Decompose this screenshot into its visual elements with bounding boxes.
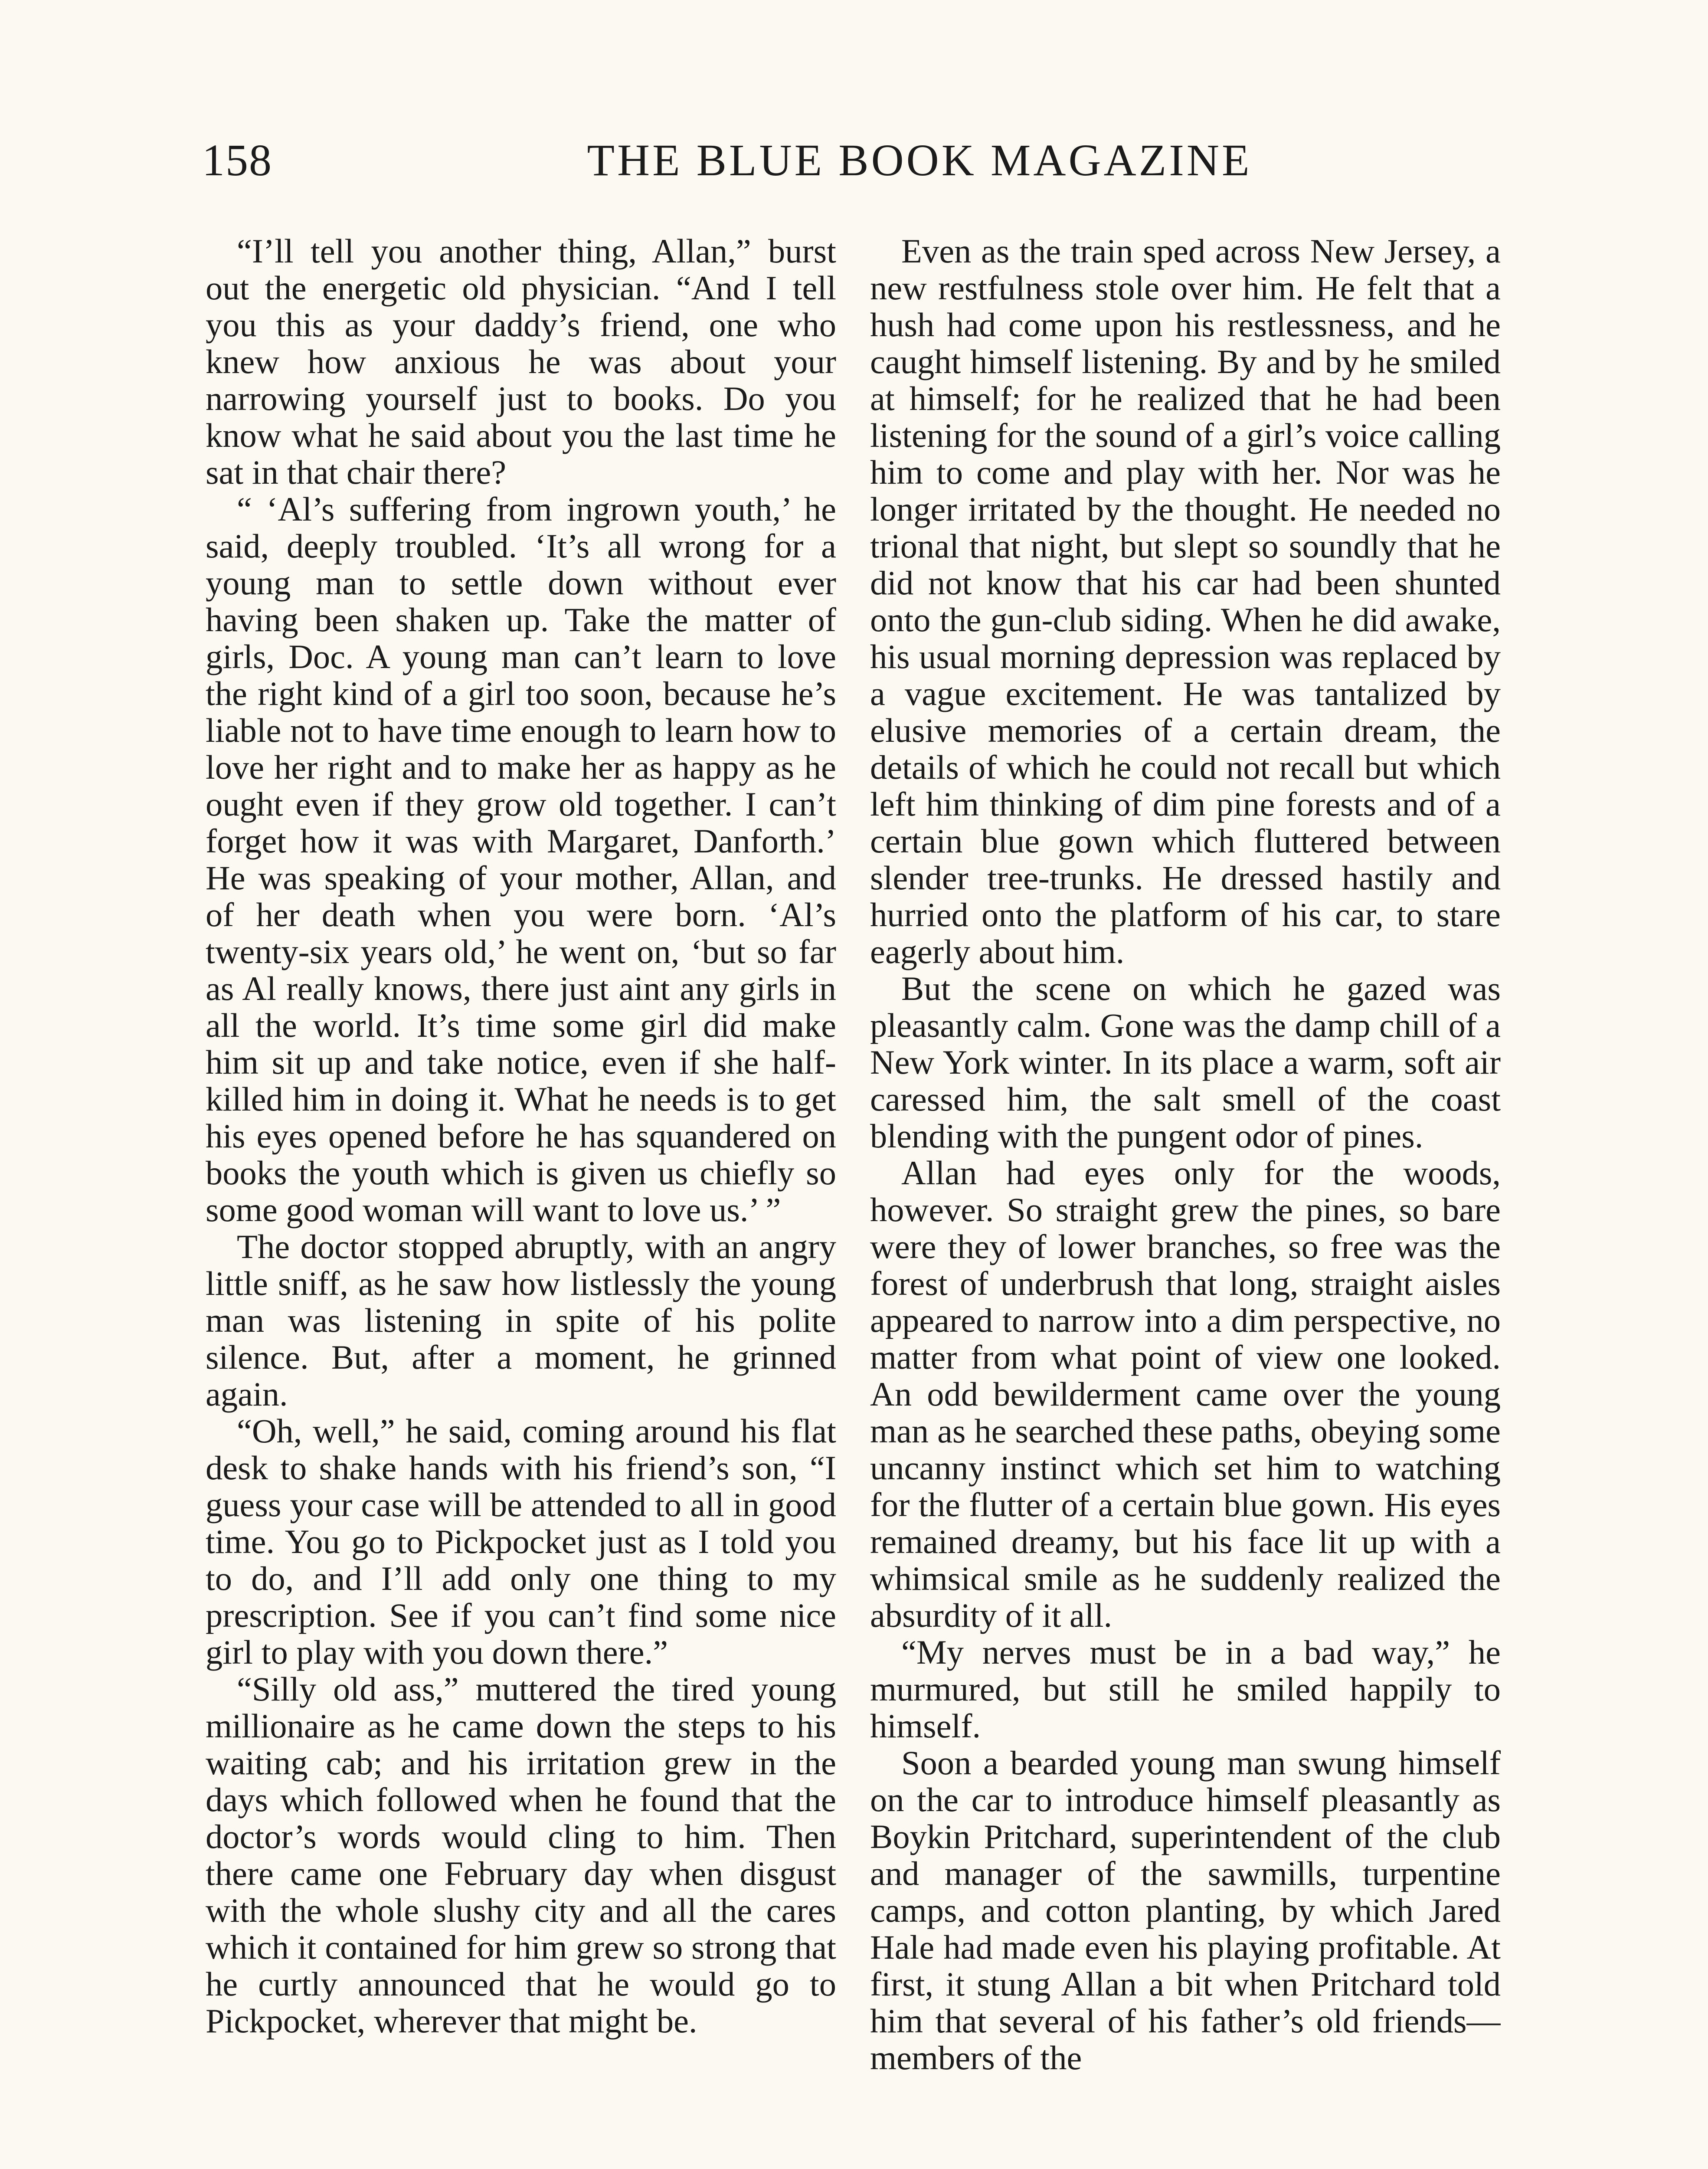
paragraph: But the scene on which he gazed was pleasantly calm. Gone was the damp chill of a New York winter. In its place a warm, soft air caressed him, the salt smell of the coast blending with the pungent odor of pines. [870, 970, 1501, 1155]
paragraph: Allan had eyes only for the woods, however. So straight grew the pines, so bare were they of lower branches, so free was the forest of underbrush that long, straight aisles appeared to narrow into a dim perspective, no matter from what point of view one looked. An odd bewilderment came over the young man as he searched these paths, obeying some uncanny instinct which set him to watching for the flutter of a certain blue gown. His eyes remained dreamy, but his face lit up with a whimsical smile as he suddenly realized the absurdity of it all. [870, 1154, 1501, 1634]
paragraph: Even as the train sped across New Jersey, a new restfulness stole over him. He felt that a hush had come upon his restlessness, and he caught himself listening. By and by he smiled at himself; for he realized that he had been listening for the sound of a girl’s voice calling him to come and play with her. Nor was he longer irritated by the thought. He needed no trional that night, but slept so soundly that he did not know that his car had been shunted onto the gun-club siding. When he did awake, his usual morning depression was replaced by a vague excitement. He was tantalized by elusive memories of a certain dream, the details of which he could not recall but which left him thinking of dim pine forests and of a certain blue gown which fluttered between slender tree-trunks. He dressed hastily and hurried onto the platform of his car, to stare eagerly about him. [870, 233, 1501, 970]
right-column [870, 233, 1501, 2169]
page-number: 158 [202, 135, 272, 185]
paragraph: “Silly old ass,” muttered the tired young millionaire as he came down the steps to his waiting cab; and his irritation grew in the days which followed when he found that the doctor’s words would cling to him. Then there came one February day when disgust with the whole slushy city and all the cares which it contained for him grew so strong that he curtly announced that he would go to Pickpocket, wherever that might be. [206, 1670, 836, 2040]
paragraph: Soon a bearded young man swung himself on the car to introduce himself pleasantly as Boykin Pritchard, superintendent of the club and manager of the sawmills, turpentine camps, and cotton planting, by which Jared Hale had made even his playing profitable. At first, it stung Allan a bit when Pritchard told him that several of his father’s old friends—members of the [870, 1744, 1501, 2077]
paragraph: The doctor stopped abruptly, with an angry little sniff, as he saw how listlessly the young man was listening in spite of his polite silence. But, after a moment, he grinned again. [206, 1228, 836, 1413]
running-head: THE BLUE BOOK MAGAZINE [587, 135, 1252, 185]
paragraph: “Oh, well,” he said, coming around his flat desk to shake hands with his friend’s son, “I guess your case will be attended to all in good time. You go to Pickpocket just as I told you to do, and I’ll add only one thing to my prescription. See if you can’t find some nice girl to play with you down there.” [206, 1412, 836, 1671]
paragraph: “I’ll tell you another thing, Allan,” burst out the energetic old physician. “And I tell you this as your daddy’s friend, one who knew how anxious he was about your narrowing yourself just to books. Do you know what he said about you the last time he sat in that chair there? [206, 233, 836, 491]
paragraph: “My nerves must be in a bad way,” he murmured, but still he smiled happily to himself. [870, 1633, 1501, 1745]
left-column [206, 233, 836, 2169]
paragraph: “ ‘Al’s suffering from ingrown youth,’ he said, deeply troubled. ‘It’s all wrong for a young man to settle down without ever having been shaken up. Take the matter of girls, Doc. A young man can’t learn to love the right kind of a girl too soon, because he’s liable not to have time enough to learn how to love her right and to make her as happy as he ought even if they grow old together. I can’t forget how it was with Margaret, Danforth.’ He was speaking of your mother, Allan, and of her death when you were born. ‘Al’s twenty-six years old,’ he went on, ‘but so far as Al really knows, there just aint any girls in all the world. It’s time some girl did make him sit up and take notice, even if she half-killed him in doing it. What he needs is to get his eyes opened before he has squandered on books the youth which is given us chiefly so some good woman will want to love us.’ ” [206, 490, 836, 1229]
